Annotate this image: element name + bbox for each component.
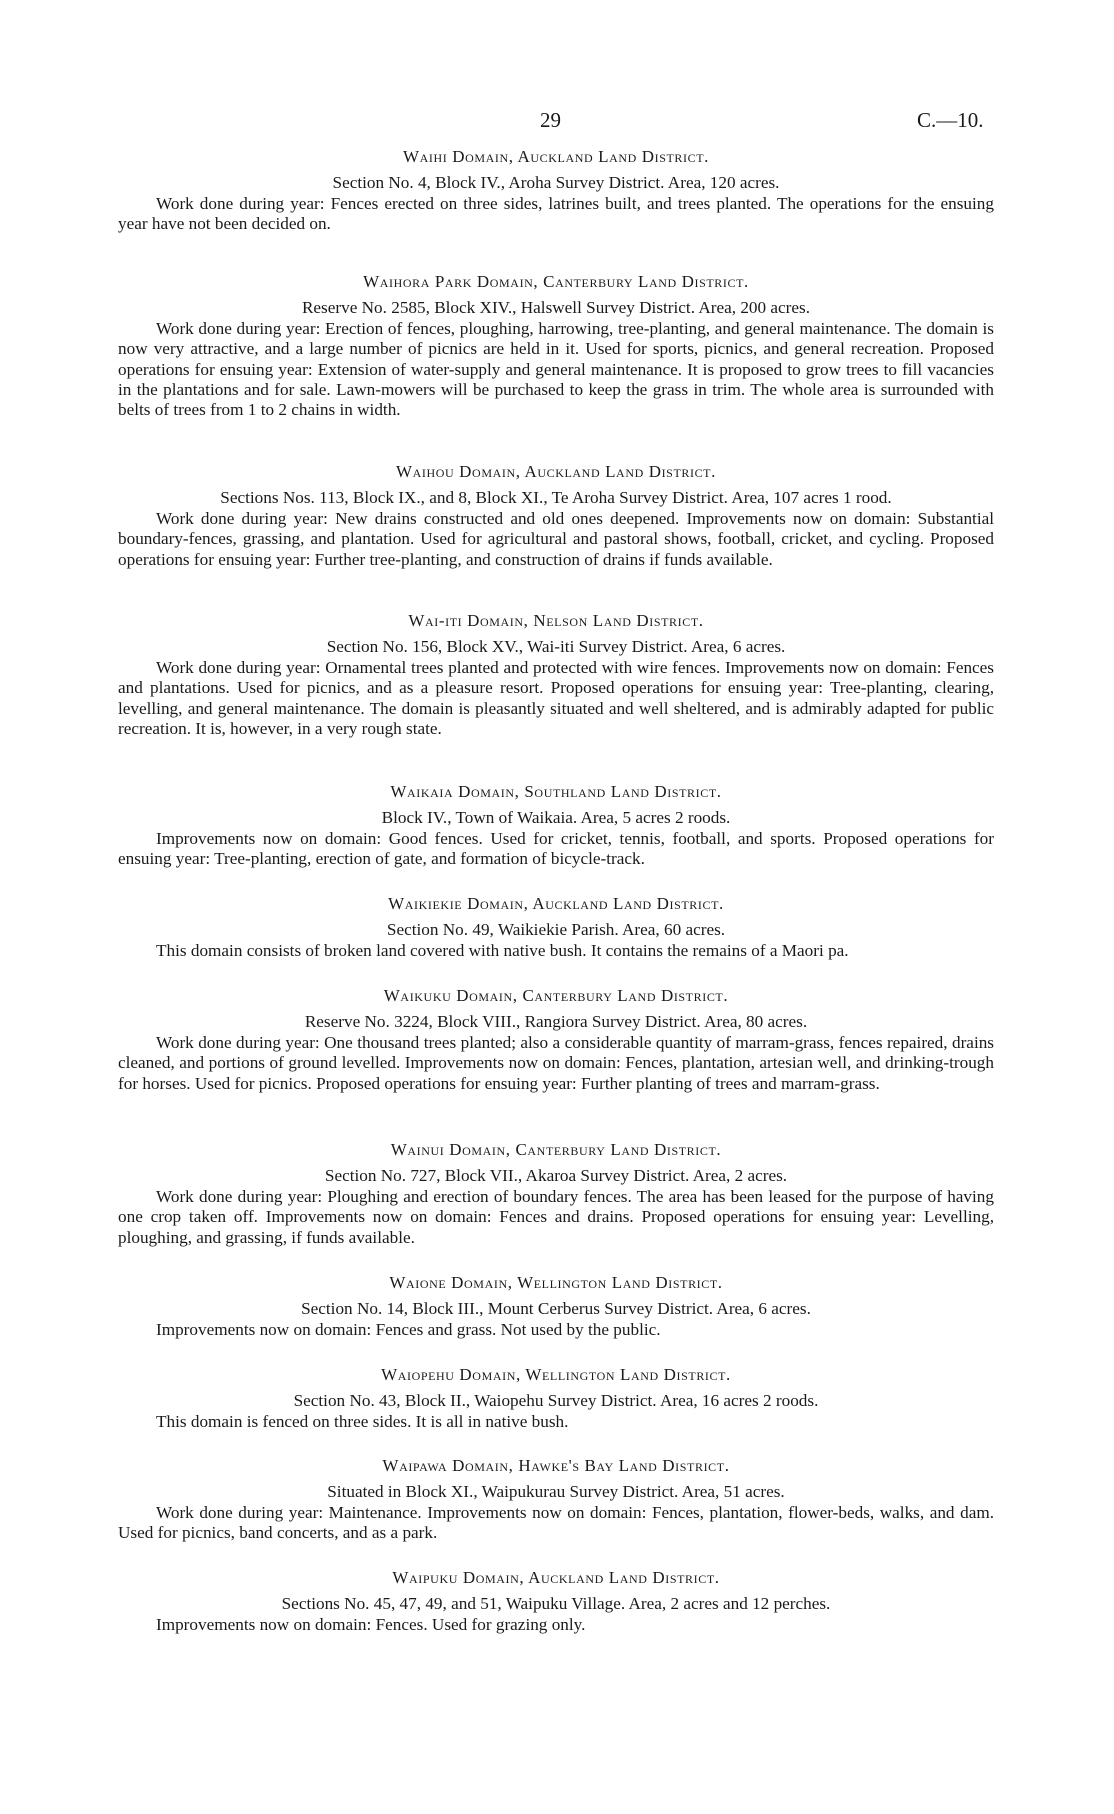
domain-entry <box>118 1140 994 1248</box>
entry-heading: Waiopehu Domain, Wellington Land District. <box>381 1365 731 1384</box>
entry-text: This domain is fenced on three sides. It is all in native bush. <box>156 1412 569 1432</box>
entry-heading: Wainui Domain, Canterbury Land District. <box>390 1140 722 1159</box>
entry-text: Improvements now on domain: Good fences. Used for cricket, tennis, football, and sports. Proposed operations for ensuing year: Tree-planting, erection of gate, and formation of bicycle-track. <box>118 829 994 869</box>
entry-location: Section No. 14, Block III., Mount Cerberus Survey District. Area, 6 acres. <box>301 1299 811 1318</box>
domain-entry <box>118 272 994 420</box>
document-code: C.—10. <box>917 108 984 132</box>
domain-entry <box>118 1365 994 1432</box>
entry-location: Situated in Block XI., Waipukurau Survey District. Area, 51 acres. <box>327 1482 785 1501</box>
entry-heading: Waikaia Domain, Southland Land District. <box>390 782 722 801</box>
domain-entry <box>118 894 994 961</box>
entry-location: Section No. 49, Waikiekie Parish. Area, 60 acres. <box>386 920 726 939</box>
entry-heading: Waikuku Domain, Canterbury Land District. <box>383 986 729 1005</box>
entry-location: Reserve No. 2585, Block XIV., Halswell Survey District. Area, 200 acres. <box>301 298 811 317</box>
entry-text: Work done during year: Ploughing and erection of boundary fences. The area has been leased for the purpose of having one crop taken off. Improvements now on domain: Fences and drains. Proposed operations for ensuing year: Levelling, ploughing, and grassing, if funds available. <box>118 1187 994 1247</box>
entry-location: Block IV., Town of Waikaia. Area, 5 acres 2 roods. <box>381 808 731 827</box>
domain-entry <box>118 782 994 870</box>
domain-entry <box>118 611 994 739</box>
page-header <box>0 108 1114 138</box>
entry-heading: Waipuku Domain, Auckland Land District. <box>392 1568 720 1587</box>
entry-text: Improvements now on domain: Fences and grass. Not used by the public. <box>156 1320 661 1340</box>
entry-text: Work done during year: Ornamental trees planted and protected with wire fences. Improvements now on domain: Fences and plantations. Used for picnics, and as a pleasure resort. Proposed operations for ensuing year: Tree-planting, clearing, levelling, and general maintenance. The domain is pleasantly situated and well sheltered, and is admirably adapted for public recreation. It is, however, in a very rough state. <box>118 658 994 738</box>
entry-text: Work done during year: Fences erected on three sides, latrines built, and trees planted. The operations for the ensuing year have not been decided on. <box>118 194 994 234</box>
entry-heading: Waihi Domain, Auckland Land District. <box>402 147 709 166</box>
domain-entry <box>118 986 994 1094</box>
page-number: 29 <box>540 108 561 132</box>
entry-text: Work done during year: Erection of fences, ploughing, harrowing, tree-planting, and general maintenance. The domain is now very attractive, and a large number of picnics are held in it. Used for sports, picnics, and general recreation. Proposed operations for ensuing year: Extension of water-supply and general maintenance. It is proposed to grow trees to fill vacancies in the plantations and for sale. Lawn-mowers will be purchased to keep the grass in trim. The whole area is surrounded with belts of trees from 1 to 2 chains in width. <box>118 319 994 420</box>
domain-entry <box>118 147 994 235</box>
entry-location: Section No. 43, Block II., Waiopehu Survey District. Area, 16 acres 2 roods. <box>293 1391 819 1410</box>
entry-text: Work done during year: One thousand trees planted; also a considerable quantity of marram-grass, fences repaired, drains cleaned, and portions of ground levelled. Improvements now on domain: Fences, plantation, artesian well, and drinking-trough for horses. Used for picnics. Proposed operations for ensuing year: Further planting of trees and marram-grass. <box>118 1033 994 1093</box>
domain-entry <box>118 1456 994 1544</box>
entry-location: Reserve No. 3224, Block VIII., Rangiora Survey District. Area, 80 acres. <box>304 1012 808 1031</box>
entry-heading: Waihou Domain, Auckland Land District. <box>396 462 716 481</box>
entry-heading: Waihora Park Domain, Canterbury Land District. <box>363 272 749 291</box>
domain-entry <box>118 1273 994 1340</box>
entry-location: Section No. 156, Block XV., Wai-iti Survey District. Area, 6 acres. <box>326 637 786 656</box>
entry-location: Sections Nos. 113, Block IX., and 8, Block XI., Te Aroha Survey District. Area, 107 acres 1 rood. <box>220 488 892 507</box>
entry-heading: Waione Domain, Wellington Land District. <box>389 1273 723 1292</box>
entry-heading: Waikiekie Domain, Auckland Land District. <box>388 894 724 913</box>
entry-location: Sections No. 45, 47, 49, and 51, Waipuku Village. Area, 2 acres and 12 perches. <box>281 1594 831 1613</box>
entry-location: Section No. 727, Block VII., Akaroa Survey District. Area, 2 acres. <box>324 1166 788 1185</box>
domain-entry <box>118 1568 994 1635</box>
domain-entry <box>118 462 994 570</box>
entry-text: Work done during year: New drains constructed and old ones deepened. Improvements now on domain: Substantial boundary-fences, grassing, and plantation. Used for agricultural and pastoral shows, football, cricket, and cycling. Proposed operations for ensuing year: Further tree-planting, and construction of drains if funds available. <box>118 509 994 569</box>
entry-text: Improvements now on domain: Fences. Used for grazing only. <box>156 1615 586 1635</box>
entry-location: Section No. 4, Block IV., Aroha Survey District. Area, 120 acres. <box>332 173 780 192</box>
entry-heading: Waipawa Domain, Hawke's Bay Land District. <box>382 1456 730 1475</box>
entry-text: Work done during year: Maintenance. Improvements now on domain: Fences, plantation, flower-beds, walks, and dam. Used for picnics, band concerts, and as a park. <box>118 1503 994 1543</box>
entry-heading: Wai-iti Domain, Nelson Land District. <box>408 611 704 630</box>
entry-text: This domain consists of broken land covered with native bush. It contains the remains of a Maori pa. <box>156 941 849 961</box>
